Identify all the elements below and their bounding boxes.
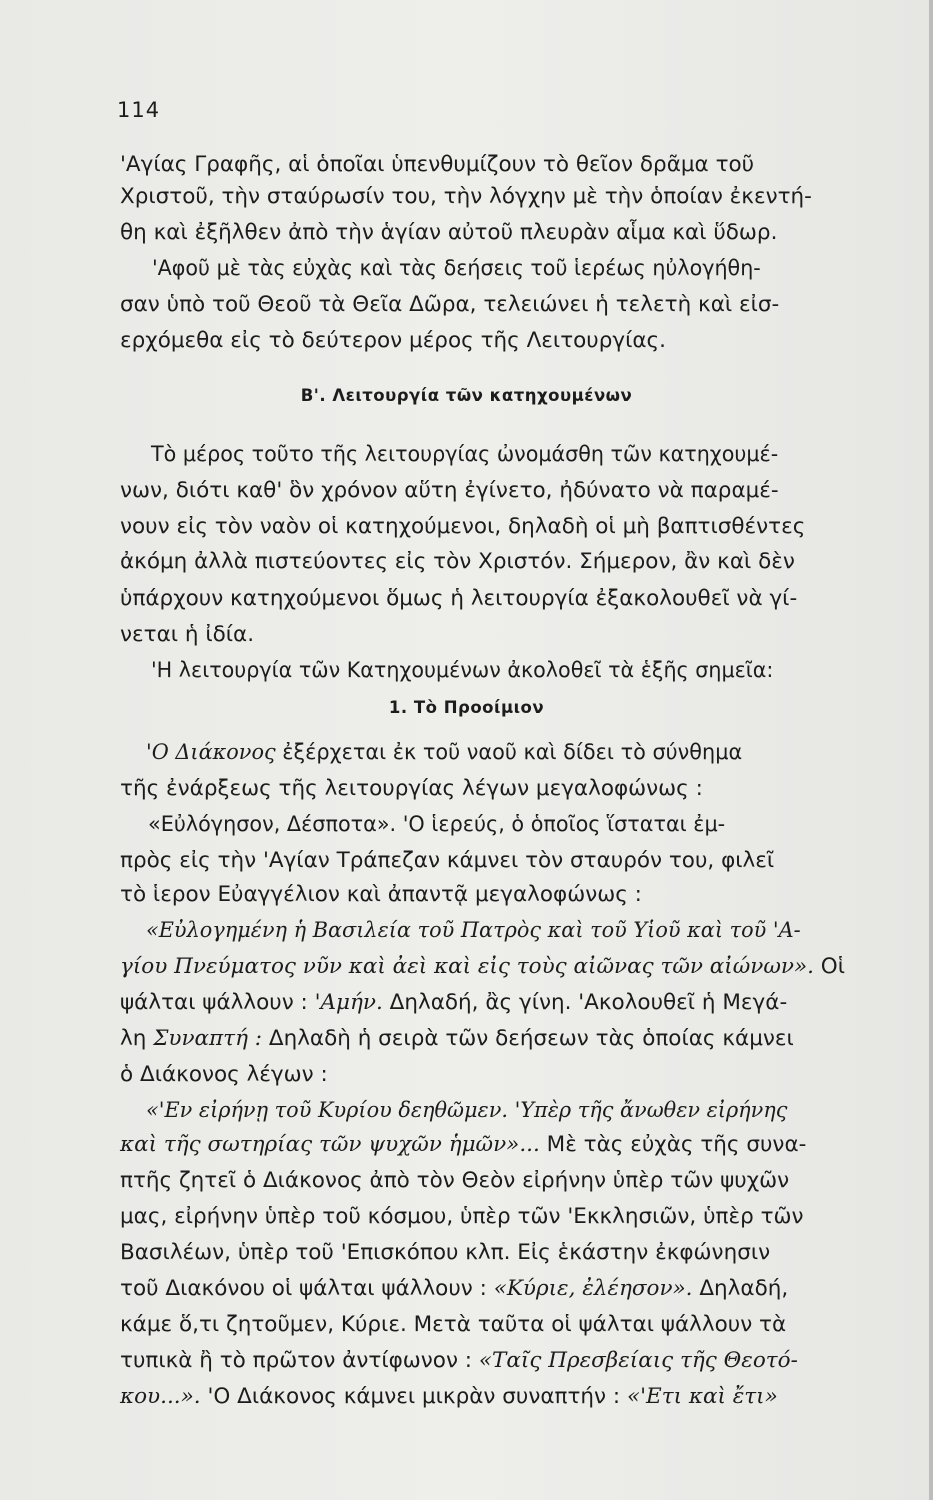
text-line: νων, διότι καθ' ὃν χρόνον αὕτη ἐγίνετο, ἠδύνατο νὰ παραμέ- [120, 478, 779, 503]
text-line [146, 916, 930, 946]
text-line: νεται ἡ ἰδία. [120, 622, 255, 647]
text-line [146, 1096, 930, 1126]
text-line: μας, εἰρήνην ὑπὲρ τοῦ κόσμου, ὑπὲρ τῶν 'Εκκλησιῶν, ὑπὲρ τῶν [120, 1204, 804, 1229]
text-line [120, 1130, 930, 1160]
text-span: λη [120, 1026, 154, 1051]
text-line: πρὸς εἰς τὴν 'Αγίαν Τράπεζαν κάμνει τὸν σταυρόν του, φιλεῖ [120, 848, 775, 873]
text-span: 'Ο Διάκονος κάμνει μικρὰν συναπτήν : [200, 1384, 627, 1409]
section-heading-b: Β'. Λειτουργία τῶν κατηχουμένων [300, 386, 633, 405]
text-line: Τὸ μέρος τοῦτο τῆς λειτουργίας ὠνομάσθη τῶν κατηχουμέ- [151, 442, 779, 467]
text-line [120, 988, 930, 1018]
text-line: 'Η λειτουργία τῶν Κατηχουμένων ἀκολοθεῖ τὰ ἑξῆς σημεῖα: [151, 658, 774, 683]
text-span: τοῦ Διακόνου οἱ ψάλται ψάλλουν : [120, 1276, 494, 1301]
page-number: 114 [117, 98, 161, 122]
text-line: πτῆς ζητεῖ ὁ Διάκονος ἀπὸ τὸν Θεὸν εἰρήνην ὑπὲρ τῶν ψυχῶν [120, 1168, 790, 1193]
italic-text: «'Ετι καὶ ἔτι» [626, 1384, 778, 1409]
italic-text: 'Ο Διάκονος [146, 740, 276, 765]
text-line: Βασιλέων, ὑπὲρ τοῦ 'Επισκόπου κλπ. Εἰς ἑκάστην ἐκφώνησιν [120, 1240, 771, 1265]
text-line [120, 952, 930, 982]
italic-text: «Κύριε, ἐλέησον». [493, 1276, 693, 1301]
section-heading-1: 1. Τὸ Προοίμιον [388, 698, 545, 717]
text-line: νουν εἰς τὸν ναὸν οἱ κατηχούμενοι, δηλαδὴ οἱ μὴ βαπτισθέντες [120, 514, 806, 539]
text-span: Δηλαδὴ ἡ σειρὰ τῶν δεήσεων τὰς ὁποίας κάμνει [262, 1026, 794, 1051]
text-line: θη καὶ ἐξῆλθεν ἀπὸ τὴν ἁγίαν αὐτοῦ πλευρὰν αἷμα καὶ ὕδωρ. [120, 220, 778, 245]
text-span: Οἱ [813, 954, 845, 979]
italic-text: Συναπτή : [153, 1026, 263, 1051]
text-line: 'Αγίας Γραφῆς, αἱ ὁποῖαι ὑπενθυμίζουν τὸ θεῖον δρᾶμα τοῦ [120, 152, 755, 177]
text-span: ἐξέρχεται ἐκ τοῦ ναοῦ καὶ δίδει τὸ σύνθημα [275, 740, 743, 765]
italic-text: κου...». [120, 1384, 201, 1409]
text-line: ὑπάρχουν κατηχούμενοι ὅμως ἡ λειτουργία ἐξακολουθεῖ νὰ γί- [120, 586, 798, 611]
text-span: τυπικὰ ἢ τὸ πρῶτον ἀντίφωνον : [120, 1348, 479, 1373]
text-line [120, 1382, 930, 1412]
italic-text: «Ταῖς Πρεσβείαις τῆς Θεοτό- [478, 1348, 798, 1373]
italic-text: καὶ τῆς σωτηρίας τῶν ψυχῶν ἡμῶν»... [120, 1132, 540, 1157]
text-line [120, 1274, 930, 1304]
text-line: ὁ Διάκονος λέγων : [120, 1062, 328, 1087]
italic-text: «'Εν εἰρήνῃ τοῦ Κυρίου δεηθῶμεν. 'Υπὲρ τῆς ἄνωθεν εἰρήνης [146, 1098, 788, 1123]
text-line: ερχόμεθα εἰς τὸ δεύτερον μέρος τῆς Λειτουργίας. [120, 328, 667, 353]
italic-text: γίου Πνεύματος νῦν καὶ ἀεὶ καὶ εἰς τοὺς αἰῶνας τῶν αἰώνων». [120, 954, 814, 979]
text-line: τὸ ἱερον Εὐαγγέλιον καὶ ἀπαντᾷ μεγαλοφώνως : [120, 882, 642, 907]
text-line: «Εὐλόγησον, Δέσποτα». 'Ο ἱερεύς, ὁ ὁποῖος ἵσταται ἐμ- [148, 812, 726, 837]
text-line: τῆς ἐνάρξεως τῆς λειτουργίας λέγων μεγαλοφώνως : [120, 776, 703, 801]
text-span: Δηλαδή, ἂς γίνη. 'Ακολουθεῖ ἡ Μεγά- [382, 990, 788, 1015]
text-line [120, 1346, 930, 1376]
text-span: Δηλαδή, [692, 1276, 789, 1301]
text-span: Μὲ τὰς εὐχὰς τῆς συνα- [539, 1132, 807, 1157]
italic-text: «Εὐλογημένη ἡ Βασιλεία τοῦ Πατρὸς καὶ τοῦ Υἱοῦ καὶ τοῦ 'Α- [146, 918, 801, 943]
text-line: 'Αφοῦ μὲ τὰς εὐχὰς καὶ τὰς δεήσεις τοῦ ἱερέως ηὐλογήθη- [152, 256, 761, 281]
text-line: ἀκόμη ἀλλὰ πιστεύοντες εἰς τὸν Χριστόν. Σήμερον, ἂν καὶ δὲν [120, 549, 795, 574]
text-line [146, 738, 930, 768]
text-line: Χριστοῦ, τὴν σταύρωσίν του, τὴν λόγχην μὲ τὴν ὁποίαν ἐκεντή- [120, 184, 812, 209]
text-line: σαν ὑπὸ τοῦ Θεοῦ τὰ Θεῖα Δῶρα, τελειώνει ἡ τελετὴ καὶ εἰσ- [120, 292, 780, 317]
italic-text: 'Αμήν. [314, 990, 383, 1015]
text-line [120, 1024, 930, 1054]
text-line: κάμε ὅ,τι ζητοῦμεν, Κύριε. Μετὰ ταῦτα οἱ ψάλται ψάλλουν τὰ [120, 1312, 787, 1337]
text-span: ψάλται ψάλλουν : [120, 990, 315, 1015]
